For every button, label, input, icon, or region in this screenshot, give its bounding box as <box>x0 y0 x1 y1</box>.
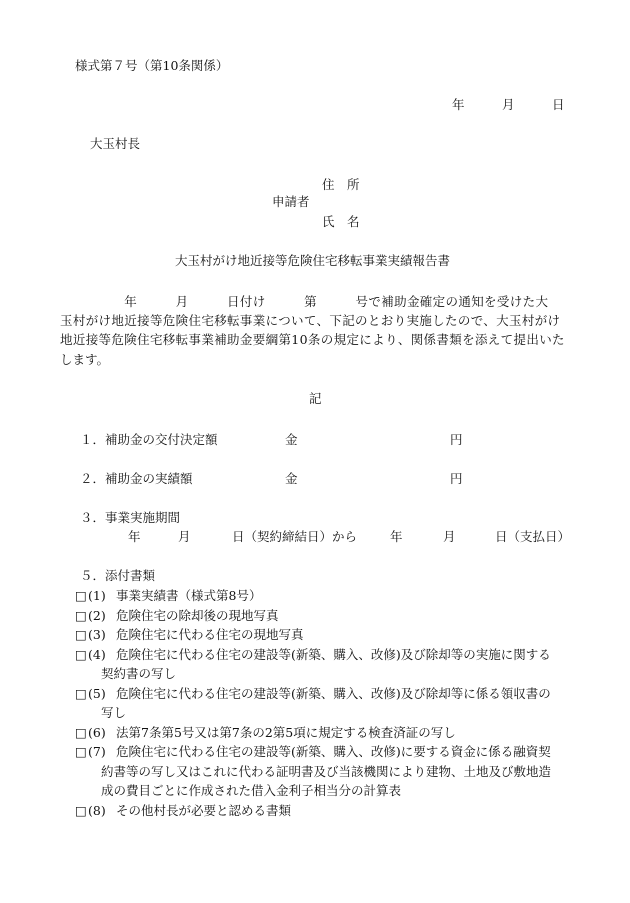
document-title: 大玉村がけ地近接等危険住宅移転事業実績報告書 <box>175 253 451 268</box>
attachment-text: その他村長が必要と認める書類 <box>116 803 292 818</box>
attachment-number: (7) <box>88 744 106 759</box>
attachment-text: 事業実績書（様式第8号） <box>116 588 262 603</box>
ki-label: 記 <box>309 391 322 406</box>
attachment-7 <box>75 742 551 761</box>
attachment-4 <box>75 645 551 664</box>
attachment-1 <box>75 586 261 605</box>
body-line-2: 玉村がけ地近接等危険住宅移転事業について、下記のとおり実施したので、大玉村がけ <box>60 313 561 328</box>
attachment-4-cont: 契約書の写し <box>101 666 177 681</box>
checkbox-1[interactable]: □ <box>75 588 87 603</box>
attachment-text: 危険住宅の除却後の現地写真 <box>116 608 279 623</box>
attachment-2 <box>75 606 279 625</box>
item1-kin: 金 <box>285 432 298 447</box>
item3-month-start: 月 <box>178 529 191 544</box>
body-line-4: します。 <box>60 352 110 367</box>
item1-label: １．補助金の交付決定額 <box>80 432 218 447</box>
attachment-number: (2) <box>88 608 106 623</box>
address-label: 住 所 <box>322 177 360 192</box>
form-number: 様式第７号（第10条関係） <box>75 58 229 73</box>
item5-label: ５．添付書類 <box>80 568 156 583</box>
attachment-6 <box>75 723 456 742</box>
attachment-text: 危険住宅に代わる住宅の建設等(新築、購入、改修)及び除却等の実施に関する <box>116 647 551 662</box>
name-label: 氏 名 <box>322 214 360 229</box>
item3-day-end: 日（支払日） <box>495 529 571 544</box>
item3-month-end: 月 <box>443 529 456 544</box>
item1-yen: 円 <box>450 432 463 447</box>
recipient: 大玉村長 <box>90 136 141 151</box>
attachment-5-cont: 写し <box>101 705 127 720</box>
checkbox-4[interactable]: □ <box>75 647 87 662</box>
checkbox-8[interactable]: □ <box>75 803 87 818</box>
attachment-number: (1) <box>88 588 106 603</box>
attachment-number: (8) <box>88 803 106 818</box>
attachment-number: (5) <box>88 686 106 701</box>
attachment-number: (3) <box>88 627 106 642</box>
attachment-8 <box>75 801 291 820</box>
checkbox-7[interactable]: □ <box>75 744 87 759</box>
attachment-7-cont-1: 約書等の写し又はこれに代わる証明書及び当該機関により建物、土地及び敷地造 <box>101 764 552 779</box>
attachment-3 <box>75 625 304 644</box>
attachment-text: 法第7条第5号又は第7条の2第5項に規定する検査済証の写し <box>116 725 456 740</box>
attachment-number: (6) <box>88 725 106 740</box>
date-line: 年 月 日 <box>452 97 565 112</box>
attachment-number: (4) <box>88 647 106 662</box>
checkbox-2[interactable]: □ <box>75 608 87 623</box>
body-line-1: 年 月 日付け 第 号で補助金確定の通知を受けた大 <box>60 294 549 309</box>
body-line-3: 地近接等危険住宅移転事業補助金要綱第10条の規定により、関係書類を添えて提出いた <box>60 332 565 347</box>
item3-day-start: 日（契約締結日）から <box>232 529 358 544</box>
attachment-text: 危険住宅に代わる住宅の建設等(新築、購入、改修)及び除却等に係る領収書の <box>116 686 551 701</box>
attachment-7-cont-2: 成の費目ごとに作成された借入金利子相当分の計算表 <box>101 783 402 798</box>
attachment-5 <box>75 684 551 703</box>
checkbox-5[interactable]: □ <box>75 686 87 701</box>
item3-year-start: 年 <box>128 529 141 544</box>
item3-label: ３．事業実施期間 <box>80 510 181 525</box>
applicant-label: 申請者 <box>272 194 310 209</box>
attachment-text: 危険住宅に代わる住宅の建設等(新築、購入、改修)に要する資金に係る融資契 <box>116 744 551 759</box>
checkbox-6[interactable]: □ <box>75 725 87 740</box>
checkbox-3[interactable]: □ <box>75 627 87 642</box>
item2-kin: 金 <box>285 471 298 486</box>
attachment-text: 危険住宅に代わる住宅の現地写真 <box>116 627 304 642</box>
item2-yen: 円 <box>450 471 463 486</box>
item3-year-end: 年 <box>390 529 403 544</box>
item2-label: ２．補助金の実績額 <box>80 471 193 486</box>
